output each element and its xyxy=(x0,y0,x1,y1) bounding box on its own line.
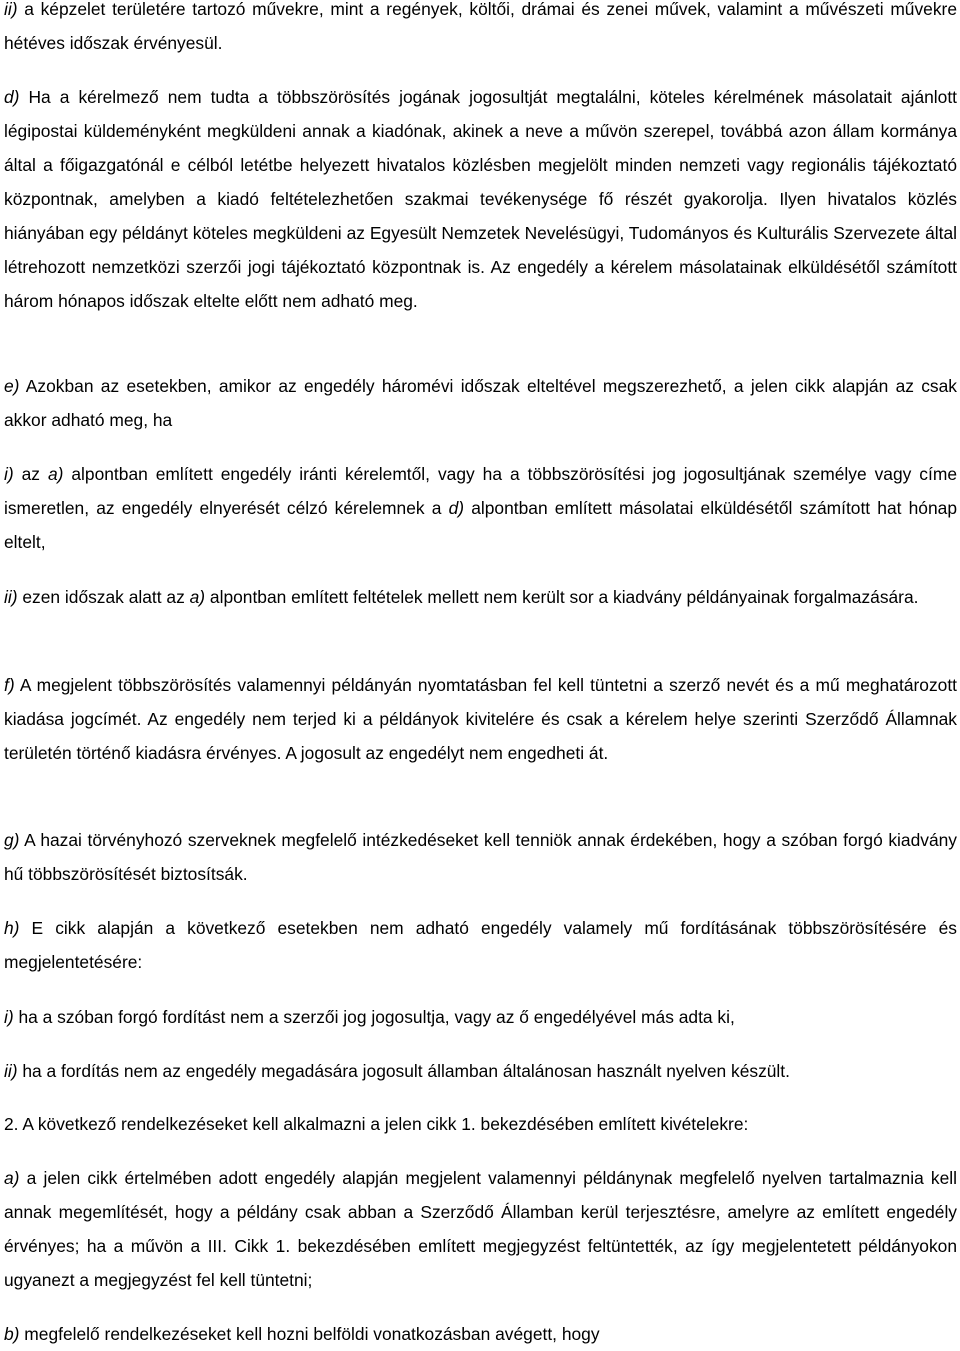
paragraph-2-a-copy-notice xyxy=(4,1161,957,1297)
paragraph-text: ha a fordítás nem az engedély megadására jogosult államban általánosan használt nyelven készült. xyxy=(17,1061,790,1081)
paragraph-h-i-not-rightholder xyxy=(4,1000,957,1034)
item-marker: ii) xyxy=(4,1061,18,1081)
paragraph-e-ii-distribution xyxy=(4,580,957,614)
item-marker: i) xyxy=(4,1007,14,1027)
paragraph-text: alpontban említett másolatai elküldésétől számított hat hónap eltelt, xyxy=(4,498,957,552)
item-marker: a) xyxy=(189,587,206,607)
paragraph-text: az xyxy=(13,464,48,484)
item-marker: a) xyxy=(4,1168,20,1188)
paragraph-e-i-request-period xyxy=(4,457,957,559)
paragraph-ii-seven-year-period xyxy=(4,0,957,60)
item-marker: ii) xyxy=(4,587,18,607)
paragraph-text: E cikk alapján a következő esetekben nem adható engedély valamely mű fordításának többszörösítésére és megjelentetésére: xyxy=(4,918,957,972)
paragraph-e-three-year-license xyxy=(4,369,957,437)
item-marker: d) xyxy=(4,87,20,107)
paragraph-text: alpontban említett feltételek mellett nem került sor a kiadvány példányainak forgalmazására. xyxy=(205,587,919,607)
paragraph-text: alpontban említett engedély iránti kérelemtől, vagy ha a többszörösítési jog jogosultjának személye vagy címe ismeretlen, az engedély elnyerését célzó kérelemnek a xyxy=(4,464,957,518)
paragraph-2-b-domestic-provisions xyxy=(4,1317,957,1351)
item-marker: ii) xyxy=(4,0,18,19)
item-marker: g) xyxy=(4,830,20,850)
paragraph-text: A hazai törvényhozó szerveknek megfelelő intézkedéseket kell tenniök annak érdekében, hogy a szóban forgó kiadvány hű többszörösítését biztosítsák. xyxy=(4,830,957,884)
paragraph-d-publisher-notice xyxy=(4,80,957,318)
paragraph-text: A megjelent többszörösítés valamennyi példányán nyomtatásban fel kell tüntetni a szerző nevét és a mű meghatározott kiadása jogcímét. Az engedély nem terjed ki a példányok kivitelére és csak a kérelem helye szerinti Szerződő Államnak területén történő kiadásra érvényes. A jogosult az engedélyt nem engedheti át. xyxy=(4,675,957,763)
paragraph-text: a jelen cikk értelmében adott engedély alapján megjelent valamennyi példánynak megfelelő nyelven tartalmaznia kell annak megemlítését, hogy a példány csak abban a Szerződő Államban kerül terjesztésre, amelyre az említett engedély érvényes; ha a művön a III. Cikk 1. bekezdésében említett megjegyzést feltüntették, az így megjelentetett példányokon ugyanezt a megjegyzést fel kell tüntetni; xyxy=(4,1168,957,1290)
paragraph-text: Azokban az esetekben, amikor az engedély háromévi időszak elteltével megszerezhető, a jelen cikk alapján az csak akkor adható meg, ha xyxy=(4,376,957,430)
paragraph-2-provisions xyxy=(4,1107,957,1141)
paragraph-h-ii-language xyxy=(4,1054,957,1088)
paragraph-text: 2. A következő rendelkezéseket kell alkalmazni a jelen cikk 1. bekezdésében említett kivételekre: xyxy=(4,1114,749,1134)
item-marker: f) xyxy=(4,675,15,695)
paragraph-text: ezen időszak alatt az xyxy=(17,587,190,607)
paragraph-text: Ha a kérelmező nem tudta a többszörösítés jogának jogosultját megtalálni, köteles kérelmének másolatait ajánlott légipostai küldeményként megküldeni annak a kiadónak, akinek a neve a művön szerepel, továbbá azon állam kormánya által a főigazgatónál e célból letétbe helyezett hivatalos közlésben megjelölt minden nemzeti vagy regionális tájékoztató központnak, amelyben a kiadó feltételezhetően szakmai tevékenysége fő részét gyakorolja. Ilyen hivatalos közlés hiányában egy példányt köteles megküldeni az Egyesült Nemzetek Nevelésügyi, Tudományos és Kulturális Szervezete által létrehozott nemzetközi szerzői jogi tájékoztató központnak is. Az engedély a kérelem másolatainak elküldésétől számított három hónapos időszak eltelte előtt nem adható meg. xyxy=(4,87,957,311)
item-marker: h) xyxy=(4,918,20,938)
item-marker: i) xyxy=(4,464,14,484)
paragraph-text: megfelelő rendelkezéseket kell hozni belföldi vonatkozásban avégett, hogy xyxy=(19,1324,600,1344)
item-marker: e) xyxy=(4,376,20,396)
paragraph-g-legislative-measures xyxy=(4,823,957,891)
item-marker: d) xyxy=(448,498,465,518)
paragraph-text: ha a szóban forgó fordítást nem a szerzői jog jogosultja, vagy az ő engedélyével más adta ki, xyxy=(13,1007,735,1027)
paragraph-f-author-name-notice xyxy=(4,668,957,770)
paragraph-text: a képzelet területére tartozó művekre, mint a regények, költői, drámai és zenei művek, valamint a művészeti művekre hétéves időszak érvényesül. xyxy=(4,0,957,53)
item-marker: a) xyxy=(47,464,64,484)
paragraph-h-translation-exceptions xyxy=(4,911,957,979)
item-marker: b) xyxy=(4,1324,20,1344)
